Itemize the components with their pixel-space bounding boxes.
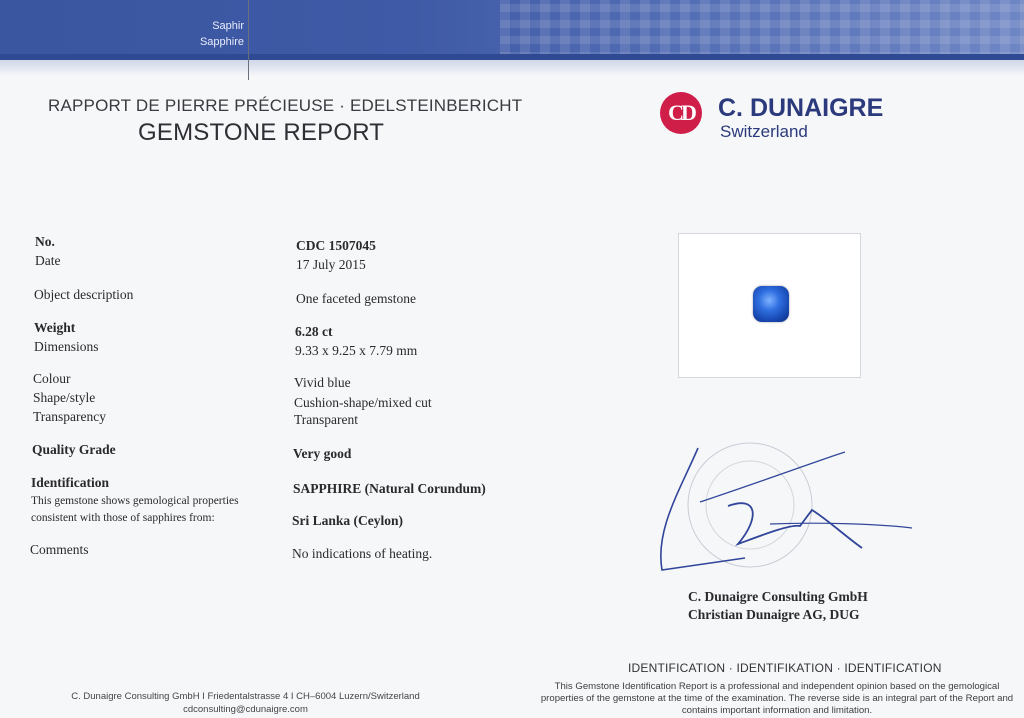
report-title-fr-de: RAPPORT DE PIERRE PRÉCIEUSE · EDELSTEINBERICHT <box>48 96 523 115</box>
gemstone-image <box>753 286 789 322</box>
stone-name <box>200 18 244 50</box>
gemstone-photo <box>678 233 861 378</box>
colour-value: Vivid blue <box>294 375 351 390</box>
logo-mark-icon: CD <box>660 92 702 134</box>
header-divider <box>248 0 249 80</box>
report-title: GEMSTONE REPORT <box>138 119 385 146</box>
identification-label: Identification <box>31 475 110 490</box>
stone-name-de: Saphir <box>212 20 244 32</box>
date-value: 17 July 2015 <box>296 257 366 272</box>
colour-label: Colour <box>33 371 71 386</box>
footer-email[interactable]: cdconsulting@cdunaigre.com <box>183 704 308 715</box>
identification-value: SAPPHIRE (Natural Corundum) <box>293 481 486 496</box>
signature-stroke-3 <box>728 503 862 548</box>
transparency-value: Transparent <box>294 412 358 427</box>
dimensions-label: Dimensions <box>34 339 99 354</box>
origin-note-line2: consistent with those of sapphires from: <box>31 512 215 524</box>
signature-stroke-2 <box>700 452 845 502</box>
object-value: One faceted gemstone <box>296 291 416 306</box>
origin-note-line1: This gemstone shows gemological properties <box>31 495 239 507</box>
signatory-company: C. Dunaigre Consulting GmbH <box>688 589 868 604</box>
logo-country: Switzerland <box>720 122 808 141</box>
identification-disclaimer: This Gemstone Identification Report is a professional and independent opinion based on the gemological properties of the gemstone at the time of the examination. The reverse side is an integral part of the Report and contains important information and limitation. <box>540 681 1014 716</box>
footer-address <box>68 690 423 716</box>
quality-label: Quality Grade <box>32 442 116 457</box>
dimensions-value: 9.33 x 9.25 x 7.79 mm <box>295 343 418 358</box>
transparency-label: Transparency <box>33 409 106 424</box>
object-label: Object description <box>34 287 134 302</box>
logo-name: C. DUNAIGRE <box>718 94 884 122</box>
signature-stroke-1 <box>661 448 745 570</box>
banner-pattern <box>500 0 1024 60</box>
shape-label: Shape/style <box>33 390 96 405</box>
identification-title: IDENTIFICATION · IDENTIFIKATION · IDENTIFICATION <box>628 661 942 675</box>
stone-name-en: Sapphire <box>199 36 244 48</box>
number-value: CDC 1507045 <box>296 238 376 253</box>
shape-value: Cushion-shape/mixed cut <box>294 395 432 410</box>
weight-label: Weight <box>34 320 76 335</box>
number-label: No. <box>35 234 55 249</box>
weight-value: 6.28 ct <box>295 324 333 339</box>
footer-address-line: C. Dunaigre Consulting GmbH I Friedentalstrasse 4 I CH–6004 Luzern/Switzerland <box>71 691 420 702</box>
banner-fade <box>0 60 1024 76</box>
date-label: Date <box>35 253 61 268</box>
quality-value: Very good <box>293 446 352 461</box>
signature-stamp <box>650 440 930 590</box>
header-banner <box>0 0 1024 60</box>
comments-value: No indications of heating. <box>292 546 433 561</box>
comments-label: Comments <box>30 542 89 557</box>
signatory-person: Christian Dunaigre AG, DUG <box>688 607 860 622</box>
origin-value: Sri Lanka (Ceylon) <box>292 513 404 528</box>
